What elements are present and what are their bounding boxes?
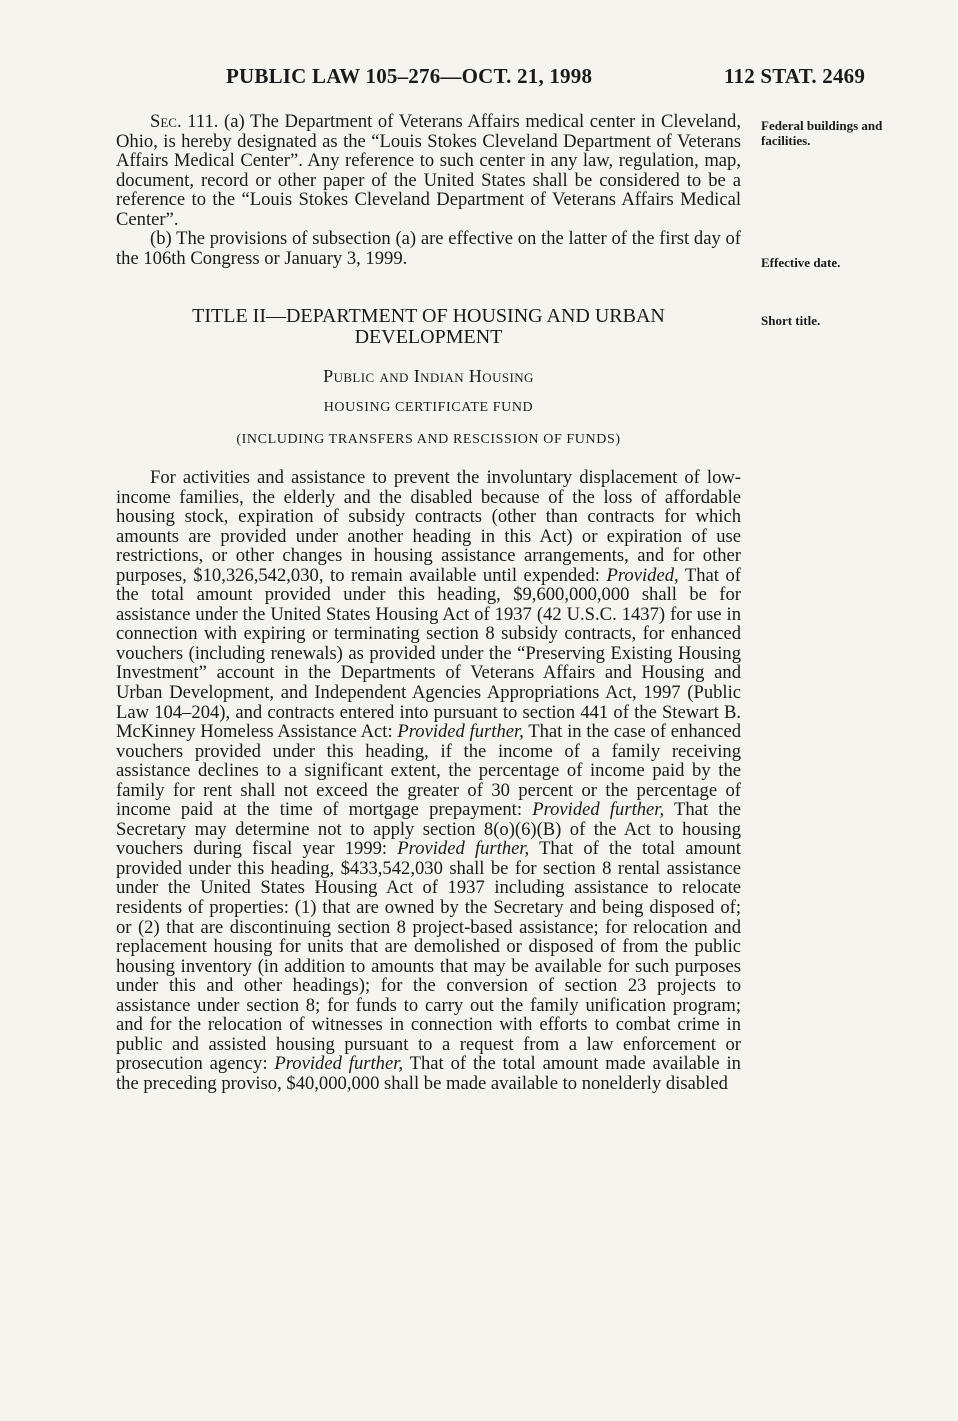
- title-ii-heading: [116, 306, 741, 348]
- body-text-6: That of the total amount made available in the preceding proviso, $40,000,000 shall be made available to nonelderly disabled: [116, 1053, 741, 1094]
- margin-note-effective-date: Effective date.: [761, 255, 841, 270]
- section-label: Sec: [150, 111, 177, 132]
- section-111-paragraph-a: [116, 112, 741, 229]
- section-111-text-a: . 111. (a) The Department of Veterans Affairs medical center in Cleveland, Ohio, is hereby designated as the “Louis Stokes Cleveland Department of Veterans Affairs Medical Center”. Any reference to such center in any law, regulation, map, document, record or other paper of the United States shall be considered to be a reference to the “Louis Stokes Cleveland Department of Veterans Affairs Medical Center”.: [116, 111, 741, 230]
- margin-note-short-title: Short title.: [761, 313, 821, 328]
- section-111-paragraph-b: (b) The provisions of subsection (a) are effective on the latter of the first day of the 106th Congress or January 3, 1999.: [116, 228, 741, 269]
- proviso-3: Provided further,: [532, 799, 665, 821]
- body-text-2: That of the total amount provided under this heading, $9,600,000,000 shall be for assistance under the United States Housing Act of 1937 (42 U.S.C. 1437) for use in connection with expiring or terminating section 8 subsidy contracts, for enhanced vouchers (including renewals) as provided under the “Preserving Existing Housing Investment” account in the Departments of Veterans Affairs and Housing and Urban Development, and Independent Agencies Appropriations Act, 1997 (Public Law 104–204), and contracts entered into pursuant to section 441 of the Stewart B. McKinney Homeless Assistance Act:: [116, 564, 742, 743]
- including-transfers-heading: (INCLUDING TRANSFERS AND RESCISSION OF FUNDS): [236, 432, 621, 447]
- proviso-4: Provided further,: [397, 838, 530, 860]
- title-ii-line-2: DEVELOPMENT: [354, 326, 503, 348]
- page-header: [0, 64, 958, 92]
- body-text-4: That the Secretary may determine not to apply section 8(o)(6)(B) of the Act to housing vouchers during fiscal year 1999:: [116, 799, 742, 860]
- proviso-1: Provided,: [606, 564, 679, 586]
- body-text-1: For activities and assistance to prevent the involuntary displacement of low-income families, the elderly and the disabled because of the loss of affordable housing stock, expiration of subsidy contracts (other than contracts for which amounts are provided under another heading in this Act) or expiration of use restrictions, or other changes in housing assistance arrangements, and for other purposes, $10,326,542,030, to remain available until expended:: [116, 467, 741, 586]
- public-indian-housing-heading: Public and Indian Housing: [323, 366, 534, 386]
- body-text-5: That of the total amount provided under this heading, $433,542,030 shall be for section 8 rental assistance under the United States Housing Act of 1937 including assistance to relocate residents of properties: (1) that are owned by the Secretary and being disposed of; or (2) that are discontinuing section 8 project-based assistance; for relocation and replacement housing for units that are demolished or disposed of from the public housing inventory (in addition to amounts that may be available for such purposes under this and other headings); for the conversion of section 23 projects to assistance under section 8; for funds to carry out the family unification program; and for the relocation of witnesses in connection with efforts to combat crime in public and assisted housing pursuant to a request from a law enforcement or prosecution agency:: [116, 838, 741, 1075]
- appropriation-paragraph: [116, 468, 741, 1094]
- statute-page-number: 112 STAT. 2469: [724, 64, 866, 88]
- appropriation-body: [116, 468, 741, 1094]
- title-ii-line-1: TITLE II—DEPARTMENT OF HOUSING AND URBAN: [192, 305, 665, 327]
- body-text-3: That in the case of enhanced vouchers provided under this heading, if the income of a family receiving assistance declines to a significant extent, the percentage of income paid by the family for rent shall not exceed the greater of 30 percent or the percentage of income paid at the time of mortgage prepayment:: [116, 721, 741, 821]
- proviso-2: Provided further,: [397, 721, 524, 743]
- proviso-5: Provided further,: [274, 1053, 404, 1075]
- housing-certificate-fund-heading: HOUSING CERTIFICATE FUND: [323, 400, 534, 415]
- section-111: [116, 112, 741, 268]
- public-law-citation: PUBLIC LAW 105–276—OCT. 21, 1998: [226, 64, 593, 88]
- margin-note-federal-buildings: Federal buildings and facilities.: [761, 118, 883, 148]
